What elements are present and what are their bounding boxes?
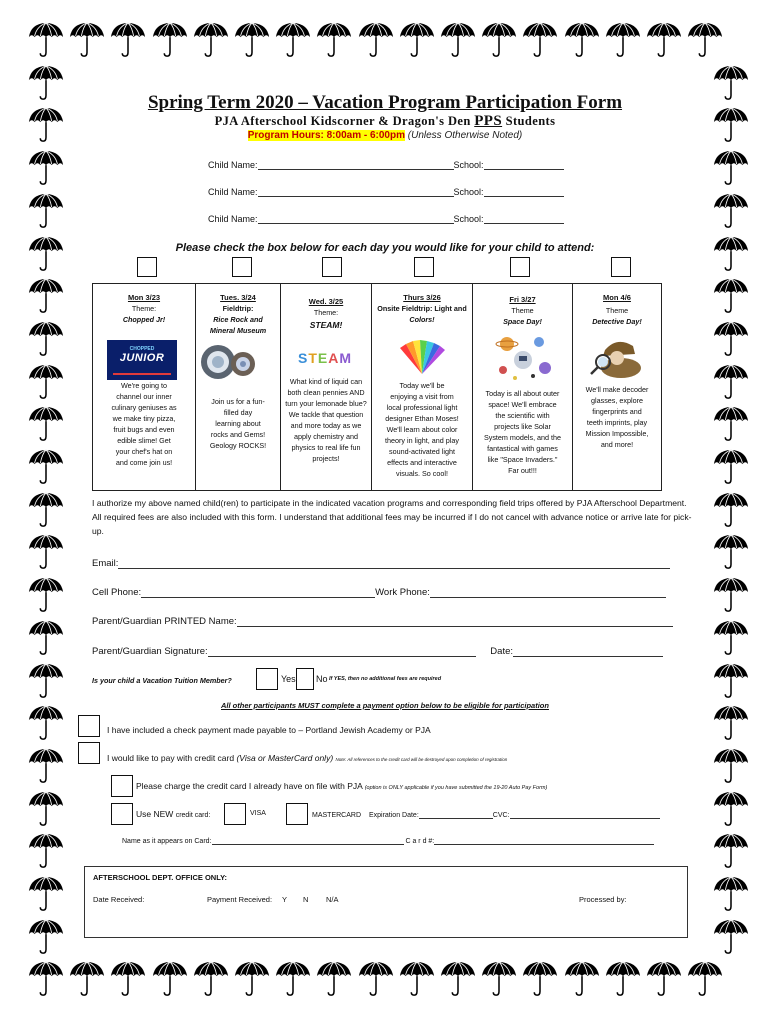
day-column bbox=[573, 284, 661, 490]
mastercard-label: MASTERCARD bbox=[312, 812, 362, 819]
use-new-label: Use NEW bbox=[136, 809, 174, 819]
program-hours bbox=[0, 130, 770, 141]
chopped-junior-logo: CHOPPED JUNIOR bbox=[107, 340, 177, 380]
card-number-field[interactable] bbox=[434, 836, 654, 845]
umbrella-icon bbox=[398, 960, 436, 998]
umbrella-icon bbox=[480, 960, 518, 998]
payment-received-na: N/A bbox=[326, 895, 339, 904]
payment-received-n: N bbox=[303, 895, 309, 904]
umbrella-icon bbox=[151, 960, 189, 998]
umbrella-icon bbox=[712, 576, 750, 614]
umbrella-icon bbox=[315, 21, 353, 59]
day-fieldtrip-label: Fieldtrip: bbox=[222, 304, 254, 313]
umbrella-icon bbox=[109, 960, 147, 998]
detective-image bbox=[587, 332, 647, 378]
card-number-label: C a r d #: bbox=[405, 838, 435, 845]
umbrella-icon bbox=[27, 491, 65, 529]
visa-checkbox[interactable] bbox=[224, 803, 246, 825]
umbrella-icon bbox=[712, 875, 750, 913]
umbrella-icon bbox=[27, 277, 65, 315]
umbrella-icon bbox=[27, 363, 65, 401]
day-column bbox=[196, 284, 281, 490]
umbrella-icon bbox=[27, 320, 65, 358]
date-field[interactable] bbox=[513, 645, 663, 657]
school-input[interactable] bbox=[484, 158, 564, 170]
umbrella-icon bbox=[27, 832, 65, 870]
day-description: What kind of liquid can both clean pennies AND turn your lemonade blue? We tackle that question and more today as we apply chemistry and physics to real life fun projects! bbox=[285, 377, 367, 463]
date-received-label: Date Received: bbox=[93, 895, 145, 904]
umbrella-icon bbox=[521, 21, 559, 59]
umbrella-icon bbox=[439, 960, 477, 998]
day-theme: STEAM! bbox=[309, 320, 343, 330]
mastercard-checkbox[interactable] bbox=[286, 803, 308, 825]
tuition-yes-checkbox[interactable] bbox=[256, 668, 278, 690]
name-on-card-label: Name as it appears on Card: bbox=[122, 838, 212, 845]
processed-by-label: Processed by: bbox=[579, 895, 627, 904]
umbrella-icon bbox=[151, 21, 189, 59]
payment-instruction: All other participants MUST complete a payment option below to be eligible for participation bbox=[221, 701, 549, 710]
umbrella-icon bbox=[645, 960, 683, 998]
child-row bbox=[208, 185, 564, 197]
day-checkbox-tue-3-24[interactable] bbox=[232, 257, 252, 277]
day-description: Join us for a fun- filled day learning about rocks and Gems! Geology ROCKS! bbox=[209, 397, 267, 450]
umbrella-icon bbox=[27, 448, 65, 486]
day-date: Mon 3/23 bbox=[127, 293, 161, 302]
check-prompt: Please check the box below for each day you would like for your child to attend: bbox=[175, 242, 595, 254]
cvc-label: CVC: bbox=[492, 812, 510, 819]
umbrella-icon bbox=[27, 662, 65, 700]
day-checkbox-mon-4-6[interactable] bbox=[611, 257, 631, 277]
school-label: School: bbox=[453, 214, 484, 224]
umbrella-icon bbox=[233, 21, 271, 59]
subtitle-text: PJA Afterschool Kidscorner & Dragon's Den bbox=[214, 114, 471, 128]
day-column bbox=[372, 284, 473, 490]
umbrella-icon bbox=[686, 21, 724, 59]
chopped-logo-text: JUNIOR bbox=[119, 352, 165, 364]
school-label: School: bbox=[453, 187, 484, 197]
umbrella-icon bbox=[712, 619, 750, 657]
expiration-field[interactable] bbox=[419, 810, 493, 819]
new-card-label bbox=[136, 809, 210, 819]
umbrella-icon bbox=[27, 747, 65, 785]
form-title: Spring Term 2020 – Vacation Program Participation Form bbox=[147, 92, 623, 113]
tuition-no-label: No bbox=[316, 674, 328, 684]
check-payment-label: I have included a check payment made payable to – Portland Jewish Academy or PJA bbox=[107, 725, 431, 735]
cell-phone-label: Cell Phone: bbox=[92, 587, 142, 598]
form-subtitle bbox=[0, 113, 770, 130]
mastercard-row bbox=[312, 810, 660, 819]
child-row bbox=[208, 212, 564, 224]
day-description: We're going to channel our inner culinary geniuses as we make tiny pizza, fruit bugs and even edible slime! Get your chef's hat on and come join us! bbox=[111, 381, 177, 467]
day-theme-line2: Mineral Museum bbox=[209, 326, 267, 335]
umbrella-icon bbox=[315, 960, 353, 998]
child-name-label: Child Name: bbox=[208, 160, 258, 170]
subtitle-pps: PPS bbox=[474, 113, 503, 129]
umbrella-icon bbox=[712, 747, 750, 785]
card-name-row bbox=[122, 836, 654, 845]
day-checkbox-fri-3-27[interactable] bbox=[510, 257, 530, 277]
tuition-question: Is your child a Vacation Tuition Member? bbox=[92, 676, 232, 685]
expiration-label: Expiration Date: bbox=[368, 812, 419, 819]
payment-received-y: Y bbox=[282, 895, 288, 904]
umbrella-icon bbox=[398, 21, 436, 59]
umbrella-icon bbox=[521, 960, 559, 998]
cell-phone-field[interactable] bbox=[141, 586, 375, 598]
umbrella-icon bbox=[712, 277, 750, 315]
child-name-input[interactable] bbox=[258, 185, 454, 197]
umbrella-icon bbox=[563, 960, 601, 998]
umbrella-icon bbox=[192, 21, 230, 59]
subtitle-students: Students bbox=[505, 114, 556, 128]
umbrella-icon bbox=[712, 448, 750, 486]
umbrella-icon bbox=[645, 21, 683, 59]
day-description: We'll make decoder glasses, explore fingerprints and teeth imprints, play Mission Impossible, and more! bbox=[585, 385, 649, 449]
umbrella-icon bbox=[712, 320, 750, 358]
day-theme-label: Theme bbox=[605, 306, 629, 315]
umbrella-icon bbox=[712, 533, 750, 571]
child-name-input[interactable] bbox=[258, 158, 454, 170]
umbrella-icon bbox=[68, 960, 106, 998]
umbrella-icon bbox=[274, 21, 312, 59]
credit-card-checkbox[interactable] bbox=[78, 742, 100, 764]
umbrella-icon bbox=[192, 960, 230, 998]
tuition-yes-label: Yes bbox=[281, 674, 296, 684]
umbrella-icon bbox=[27, 533, 65, 571]
day-theme: Space Day! bbox=[503, 317, 542, 326]
email-label: Email: bbox=[92, 558, 119, 569]
steam-logo: STEAM bbox=[297, 350, 353, 366]
day-column bbox=[473, 284, 573, 490]
authorization-text: I authorize my above named child(ren) to participate in the indicated vacation programs and corresponding field trips offered by PJA Afterschool Department. All required fees are also included with this form. I understand that additional fees may be incurred if I do not cancel with advance notice or arrive late for pick-up. bbox=[92, 498, 692, 536]
signature-label: Parent/Guardian Signature: bbox=[92, 646, 208, 657]
hours-note: (Unless Otherwise Noted) bbox=[407, 130, 523, 141]
umbrella-icon bbox=[712, 790, 750, 828]
check-payment-checkbox[interactable] bbox=[78, 715, 100, 737]
umbrella-icon bbox=[686, 960, 724, 998]
umbrella-icon bbox=[712, 149, 750, 187]
umbrella-icon bbox=[27, 405, 65, 443]
color-fan-image bbox=[396, 340, 448, 376]
day-column bbox=[93, 284, 196, 490]
umbrella-icon bbox=[712, 363, 750, 401]
office-box bbox=[84, 866, 688, 938]
geodes-image bbox=[198, 342, 256, 382]
visa-label: VISA bbox=[250, 810, 266, 817]
day-fieldtrip-label: Onsite Fieldtrip: Light and bbox=[377, 304, 467, 313]
card-on-file-checkbox[interactable] bbox=[111, 775, 133, 797]
umbrella-icon bbox=[357, 21, 395, 59]
date-label: Date: bbox=[490, 646, 514, 657]
day-checkbox-mon-3-23[interactable] bbox=[137, 257, 157, 277]
work-phone-label: Work Phone: bbox=[375, 587, 430, 598]
day-theme: Chopped Jr! bbox=[122, 315, 166, 324]
school-input[interactable] bbox=[484, 212, 564, 224]
umbrella-icon bbox=[27, 576, 65, 614]
credit-card-row bbox=[107, 753, 507, 763]
day-description: Today we'll be enjoying a visit from local professional light designer Ethan Moses! We'll learn about color theory in light, and play sound-activated light effects and interactive visuals. So cool! bbox=[385, 381, 459, 478]
umbrella-icon bbox=[357, 960, 395, 998]
school-input[interactable] bbox=[484, 185, 564, 197]
umbrella-icon bbox=[233, 960, 271, 998]
name-on-card-field[interactable] bbox=[212, 836, 404, 845]
child-name-label: Child Name: bbox=[208, 214, 258, 224]
credit-card-note: Note: All references to the credit card will be destroyed upon completion of registration bbox=[335, 757, 508, 762]
day-description: Today is all about outer space! We'll embrace the scientific with projects like Solar System models, and the fantastical with games like "Space Invaders." Far out!!! bbox=[483, 389, 562, 475]
day-grid bbox=[92, 283, 662, 491]
umbrella-icon bbox=[68, 21, 106, 59]
umbrella-icon bbox=[604, 960, 642, 998]
tuition-note: If YES, then no additional fees are required bbox=[329, 676, 442, 682]
day-checkbox-thu-3-26[interactable] bbox=[414, 257, 434, 277]
umbrella-icon bbox=[27, 21, 65, 59]
day-date: Fri 3/27 bbox=[509, 295, 536, 304]
day-column bbox=[281, 284, 372, 490]
day-date: Wed. 3/25 bbox=[308, 297, 344, 306]
umbrella-icon bbox=[712, 832, 750, 870]
day-theme-label: Theme: bbox=[313, 308, 339, 317]
day-theme: Detective Day! bbox=[592, 317, 642, 326]
day-date: Mon 4/6 bbox=[603, 293, 631, 302]
day-theme-label: Theme: bbox=[131, 304, 157, 313]
umbrella-icon bbox=[712, 662, 750, 700]
umbrella-icon bbox=[27, 192, 65, 230]
hours-highlight: Program Hours: 8:00am - 6:00pm bbox=[247, 130, 405, 141]
umbrella-icon bbox=[27, 875, 65, 913]
umbrella-icon bbox=[27, 619, 65, 657]
credit-card-italic: (Visa or MasterCard only) bbox=[236, 753, 334, 763]
umbrella-icon bbox=[604, 21, 642, 59]
umbrella-icon bbox=[712, 192, 750, 230]
day-theme: Rice Rock and bbox=[213, 315, 263, 324]
tuition-no-checkbox[interactable] bbox=[296, 668, 314, 690]
umbrella-icon bbox=[27, 918, 65, 956]
child-row bbox=[208, 158, 564, 170]
email-field[interactable] bbox=[118, 557, 670, 569]
child-name-label: Child Name: bbox=[208, 187, 258, 197]
office-title: AFTERSCHOOL DEPT. OFFICE ONLY: bbox=[93, 873, 228, 882]
phone-row bbox=[92, 586, 666, 598]
umbrella-icon bbox=[439, 21, 477, 59]
day-theme-label: Theme bbox=[511, 306, 534, 315]
umbrella-icon bbox=[712, 491, 750, 529]
umbrella-icon bbox=[480, 21, 518, 59]
day-checkbox-wed-3-25[interactable] bbox=[322, 257, 342, 277]
day-theme: Colors! bbox=[409, 315, 435, 324]
printed-name-label: Parent/Guardian PRINTED Name: bbox=[92, 616, 237, 627]
umbrella-icon bbox=[27, 149, 65, 187]
day-date: Thurs 3/26 bbox=[403, 293, 441, 302]
umbrella-icon bbox=[274, 960, 312, 998]
printed-name-row bbox=[92, 615, 673, 627]
payment-received-label: Payment Received: bbox=[207, 895, 273, 904]
signature-row bbox=[92, 645, 663, 657]
card-on-file-note: (option is ONLY applicable if you have submitted the 19-20 Auto Pay Form) bbox=[364, 785, 548, 791]
new-card-checkbox[interactable] bbox=[111, 803, 133, 825]
school-label: School: bbox=[453, 160, 484, 170]
card-on-file-row bbox=[136, 781, 547, 791]
umbrella-icon bbox=[27, 960, 65, 998]
day-date: Tues. 3/24 bbox=[220, 293, 256, 302]
signature-field[interactable] bbox=[208, 645, 476, 657]
credit-card-label: I would like to pay with credit card bbox=[107, 753, 235, 763]
cvc-field[interactable] bbox=[510, 810, 660, 819]
umbrella-icon bbox=[712, 918, 750, 956]
credit-card-text: credit card: bbox=[175, 812, 211, 819]
work-phone-field[interactable] bbox=[430, 586, 666, 598]
umbrella-icon bbox=[712, 405, 750, 443]
umbrella-icon bbox=[109, 21, 147, 59]
email-row bbox=[92, 557, 670, 569]
umbrella-icon bbox=[27, 790, 65, 828]
umbrella-icon bbox=[563, 21, 601, 59]
child-name-input[interactable] bbox=[258, 212, 454, 224]
space-image bbox=[493, 332, 557, 382]
card-on-file-label: Please charge the credit card I already have on file with PJA bbox=[136, 781, 363, 791]
printed-name-field[interactable] bbox=[237, 615, 673, 627]
